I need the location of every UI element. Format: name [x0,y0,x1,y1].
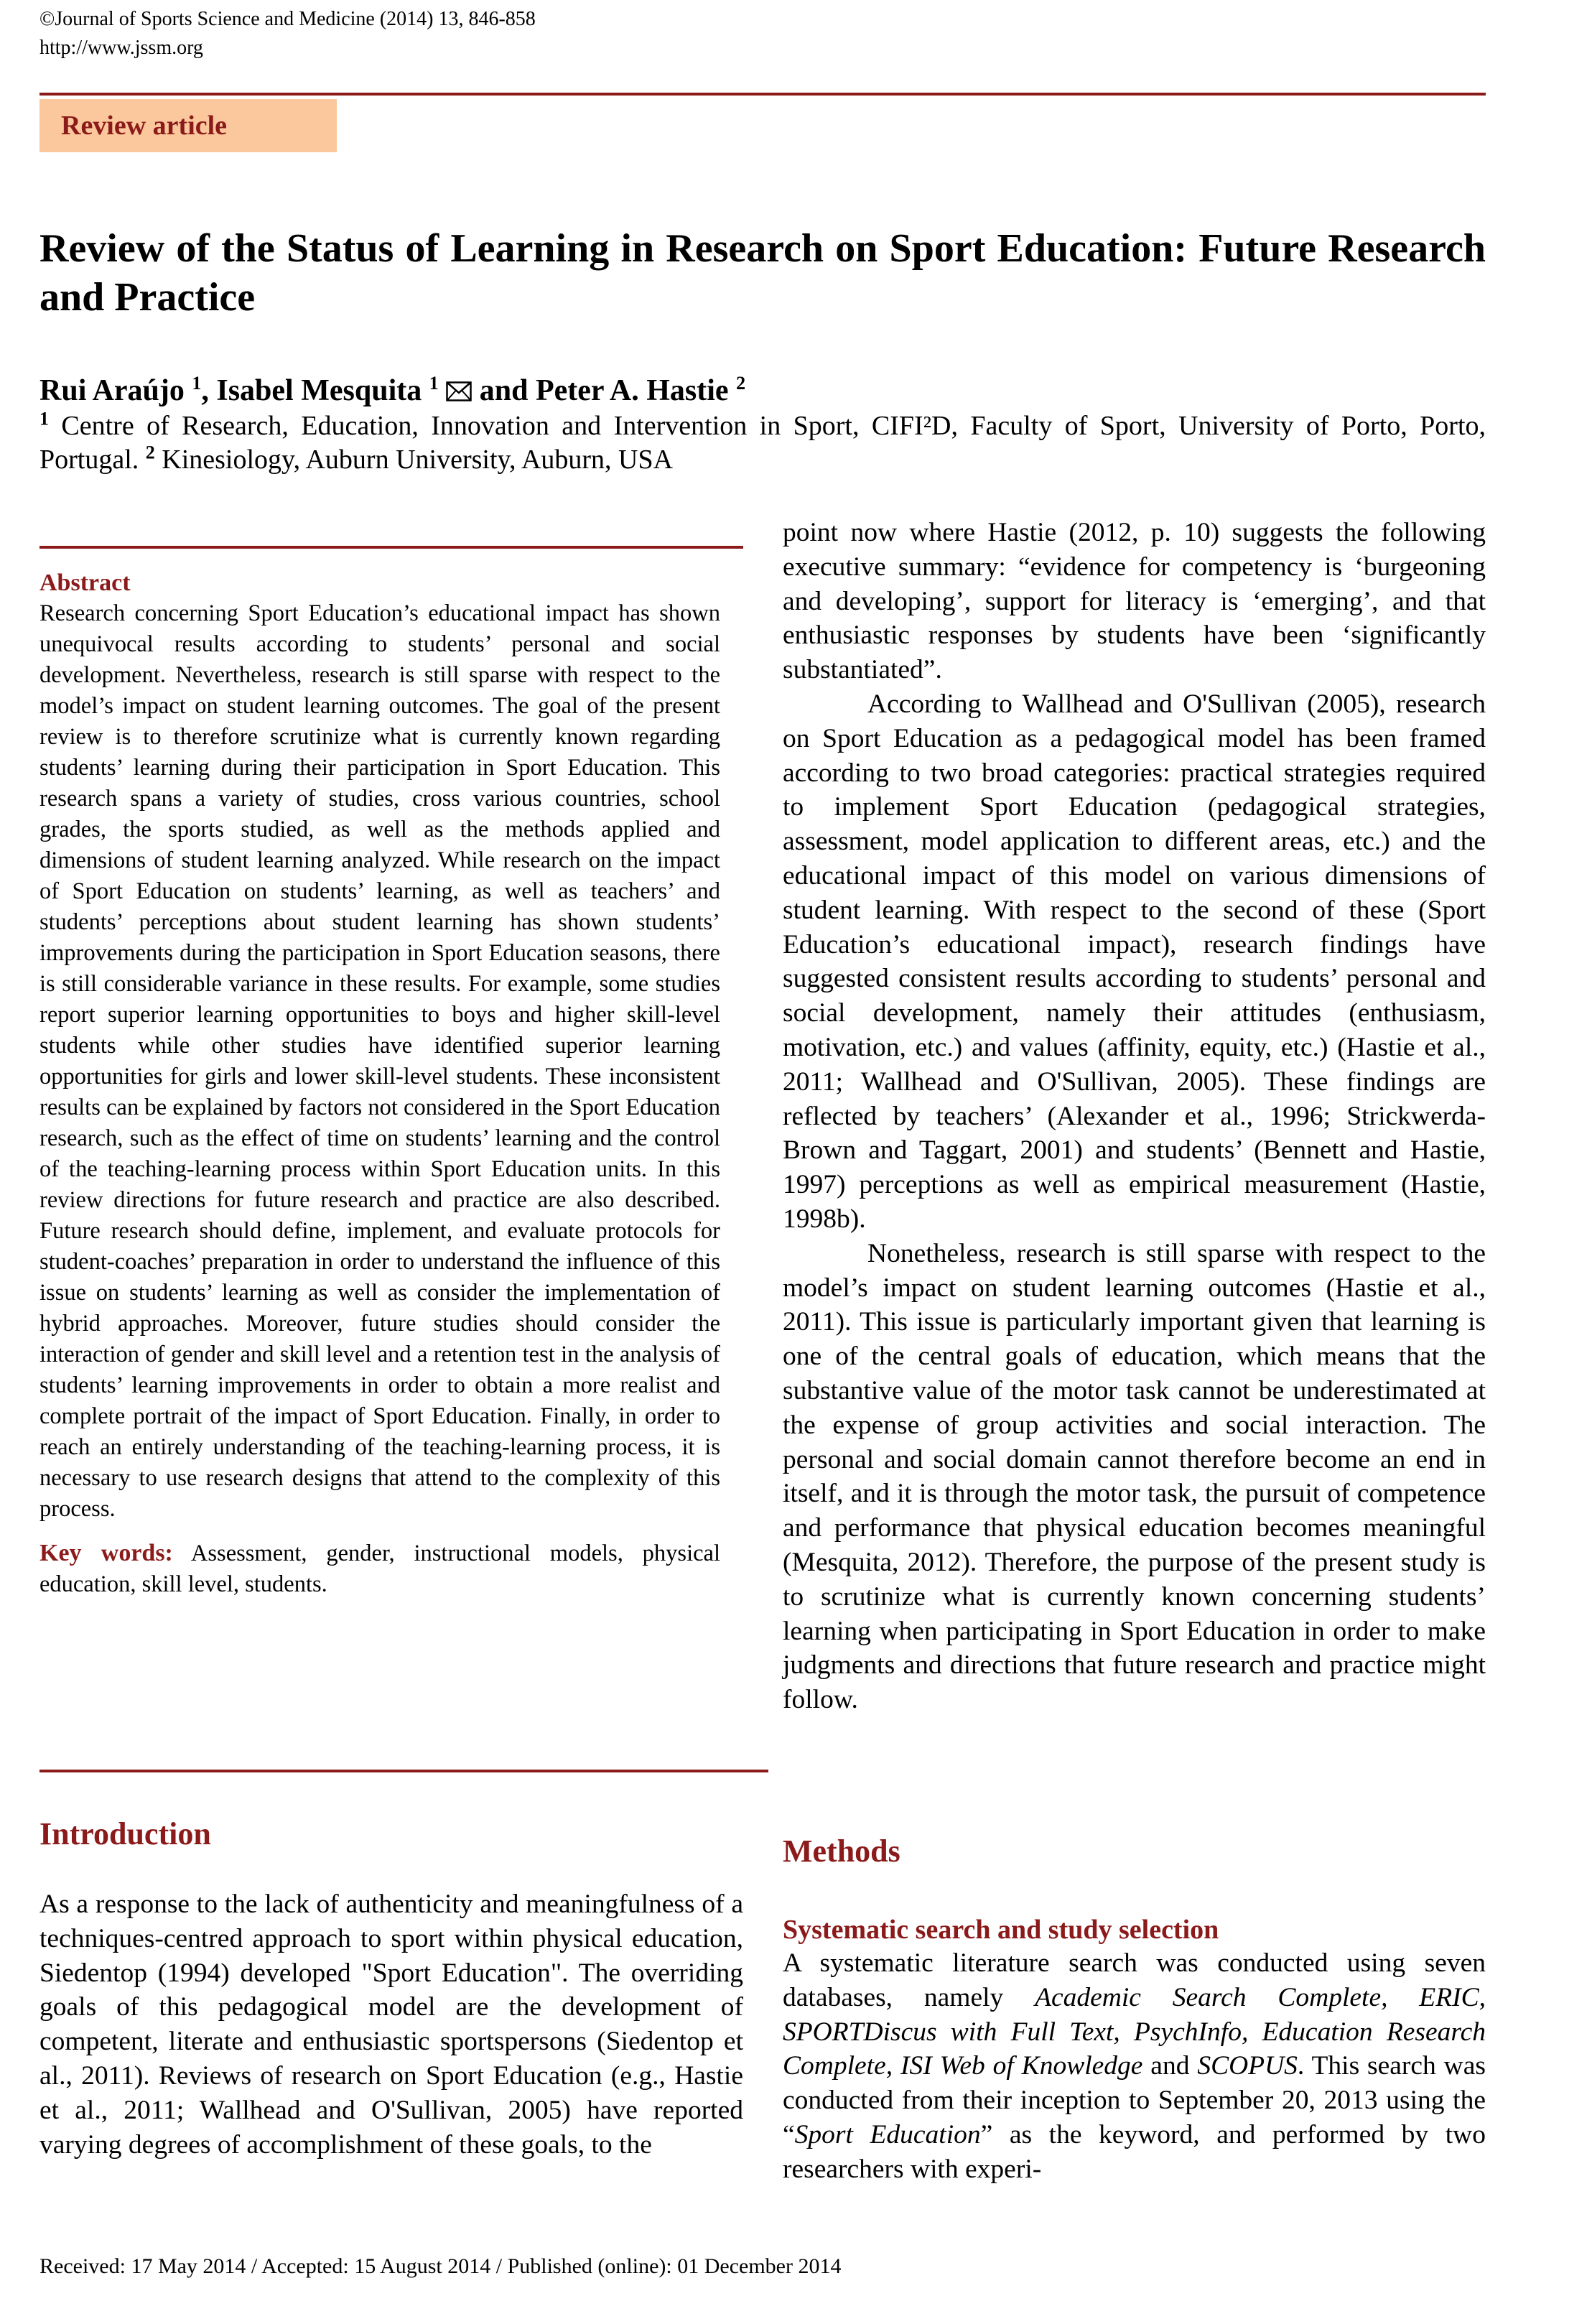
search-keyword: Sport Education [794,2119,981,2149]
introduction-body [39,1887,743,2162]
author-and: and [479,374,529,407]
abstract-label: Abstract [39,570,131,596]
header-rule [39,93,1486,96]
database-name: SCOPUS [1197,2051,1298,2081]
keywords [39,1538,720,1600]
text-run: and [1142,2051,1198,2081]
author-name: Rui Araújo [39,374,185,407]
abstract [39,567,720,1600]
methods-subheading: Systematic search and study selection [783,1915,1219,1945]
paragraph: Nonetheless, research is still sparse with respect to the model’s impact on student learning outcomes (Hastie et al., 2011). This issue is particularly important given that learning is one of the central goals of education, which means that the substantive value of the motor task cannot be underestimated at the expense of group activities and social interaction. The personal and social domain cannot therefore become an end in itself, and it is through the motor task, the pursuit of competence and performance that physical education becomes meaningful (Mesquita, 2012). Therefore, the purpose of the present study is to scrutinize what is currently known concerning students’ learning when participating in Sport Education in order to make judgments and directions that future research and practice might follow. [783,1238,1486,1715]
affil-text: Centre of Research, Education, Innovation and Intervention in Sport, CIFI²D, Faculty of Sport, University of Porto, Porto, Portugal. [39,411,1486,475]
publication-dates: Received: 17 May 2014 / Accepted: 15 August 2014 / Published (online): 01 December 2014 [39,2254,842,2278]
methods-body [783,1946,1486,2187]
author-affil-marker: 1 [429,373,439,394]
affil-marker: 1 [39,408,49,429]
methods-heading: Methods [783,1833,900,1869]
abstract-text: Research concerning Sport Education’s educational impact has shown unequivocal results according to students’ personal and social development. Nevertheless, research is still sparse with respect to the model’s impact on student learning outcomes. The goal of the present review is to therefore scrutinize what is currently known regarding students’ learning during their participation in Sport Education. This research spans a variety of studies, cross various countries, school grades, the sports studied, as well as the methods applied and dimensions of student learning analyzed. While research on the impact of Sport Education on students’ learning, as well as teachers’ and students’ perceptions about student learning has shown students’ improvements during the participation in Sport Education seasons, there is still considerable variance in these results. For example, some studies report superior learning opportunities to boys and higher skill-level students while other studies have identified superior learning opportunities for girls and lower skill-level students. These inconsistent results can be explained by factors not considered in the Sport Education research, such as the effect of time on students’ learning and the control of the teaching-learning process within Sport Education units. In this review directions for future research and practice are also described. Future research should define, implement, and evaluate protocols for student-coaches’ preparation in order to understand the influence of this issue on students’ learning as well as consider the implementation of hybrid approaches. Moreover, future studies should consider the interaction of gender and skill level and a retention test in the analysis of students’ learning improvements in order to obtain a more realist and complete portrait of the impact of Sport Education. Finally, in order to reach an entirely understanding of the teaching-learning process, it is necessary to use research designs that attend to the complexity of this process. [39,600,720,1522]
text-run: . This search was conducted from their inception to September 20, 2013 using the “ [783,2051,1486,2149]
journal-citation [39,7,536,32]
keywords-text: Assessment, gender, instructional models, physical education, skill level, students. [39,1540,720,1597]
author-list: Rui Araújo $^1$, Isabel Mesquita $^1$ and Peter A. Hastie $^2$ [39,373,746,407]
abstract-bottom-rule [39,1770,768,1772]
text-run: A systematic literature search was conducted using seven databases, namely [783,1948,1486,2012]
author-affil-marker: 1 [192,373,202,394]
envelope-icon[interactable] [446,381,472,401]
paragraph [783,1946,1486,2187]
author-affil-marker: 2 [736,373,746,394]
journal-url[interactable]: http://www.jssm.org [39,37,203,59]
affil-marker: 2 [145,442,155,463]
text-run: ” as the keyword, and performed by two researchers with experi- [783,2119,1486,2184]
author-name: Peter A. Hastie [535,374,729,407]
affiliations [39,409,1486,477]
author-name: Isabel Mesquita [216,374,422,407]
database-list: Academic Search Complete, ERIC, SPORTDiscus with Full Text, PsychInfo, Education Research Complete, ISI Web of Knowledge [783,1982,1486,2081]
paragraph: According to Wallhead and O'Sullivan (2005), research on Sport Education as a pedagogical model has been framed according to two broad categories: practical strategies required to implement Sport Education (pedagogical strategies, assessment, model application to different areas, etc.) and the educational impact of this model on various dimensions of student learning. With respect to the second of these (Sport Education’s educational impact), research findings have suggested consistent results according to students’ personal and social development, namely their attitudes (enthusiasm, motivation, etc.) and values (affinity, equity, etc.) (Hastie et al., 2011; Wallhead and O'Sullivan, 2005). These findings are reflected by teachers’ (Alexander et al., 1996; Strickwerda-Brown and Taggart, 2001) and students’ (Bennett and Hastie, 1997) perceptions as well as empirical measurement (Hastie, 1998b). [783,689,1486,1234]
paragraph: As a response to the lack of authenticity and meaningfulness of a techniques-centred approach to sport within physical education, Siedentop (1994) developed "Sport Education". The overriding goals of this pedagogical model are the development of competent, literate and enthusiastic sportspersons (Siedentop et al., 2011). Reviews of research on Sport Education (e.g., Hastie et al., 2011; Wallhead and O'Sullivan, 2005) have reported varying degrees of accomplishment of these goals, to the [39,1890,743,2160]
journal-line: ©Journal of Sports Science and Medicine (2014) 13, 846-858 [39,8,536,30]
affil-text: Kinesiology, Auburn University, Auburn, USA [154,445,674,475]
article-type-badge: Review article [39,99,337,152]
right-column-body [783,516,1486,1717]
paragraph: point now where Hastie (2012, p. 10) suggests the following executive summary: “evidence for competency is ‘burgeoning and developing’, support for literacy is ‘emerging’, and that enthusiastic responses by students have been ‘significantly substantiated”. [783,518,1486,685]
abstract-top-rule [39,546,743,549]
article-title: Review of the Status of Learning in Research on Sport Education: Future Research and Practice [39,226,1486,320]
keywords-label: Key words: [39,1540,173,1566]
introduction-heading: Introduction [39,1816,211,1851]
